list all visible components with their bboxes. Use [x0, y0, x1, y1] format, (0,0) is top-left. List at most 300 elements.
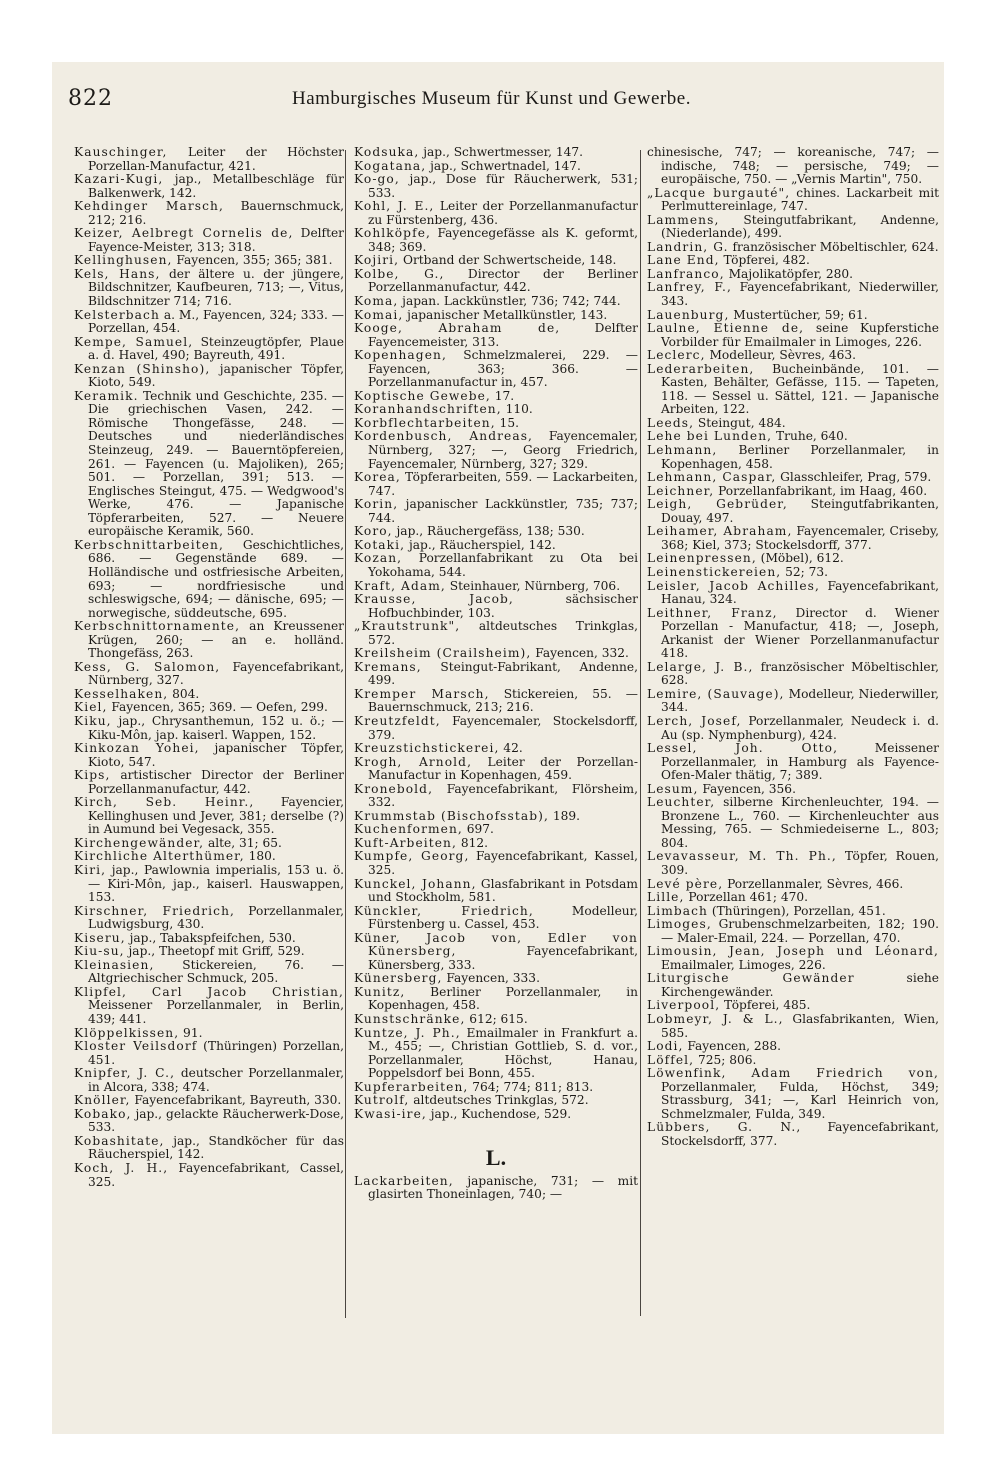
index-entry — [647, 607, 939, 661]
book-page — [52, 62, 944, 1434]
index-entry — [354, 1108, 638, 1122]
entry-headword: Koro, — [354, 524, 393, 539]
index-entry — [354, 932, 638, 973]
entry-headword: Leihamer, Abraham, — [647, 524, 793, 539]
entry-references: Fayencefabrikant, Bayreuth, 330. — [130, 1093, 342, 1108]
index-entry — [354, 878, 638, 905]
index-entry — [354, 593, 638, 620]
entry-headword: Kirschner, Friedrich, — [74, 903, 236, 918]
entry-references: Porzellanmaler, Ludwigsburg, 430. — [88, 903, 344, 932]
index-entry — [354, 160, 638, 174]
index-entry — [354, 756, 638, 783]
entry-references: Leiter der Höchster Porzellan-Manufactur, 421. — [88, 145, 344, 173]
entry-headword: Korea, — [354, 470, 401, 485]
index-entry — [74, 309, 344, 336]
entry-references: deutscher Porzellanmaler, in Alcora, 338; 474. — [88, 1066, 344, 1094]
column-rule-left — [345, 150, 346, 1318]
index-entry — [354, 823, 638, 837]
index-entry — [647, 1121, 939, 1148]
entry-headword: „Lacque burgauté", — [647, 185, 791, 200]
entry-headword: Kazari-Kugi, — [74, 172, 164, 187]
index-entry — [354, 525, 638, 539]
entry-references: Berliner Porzellanmaler, in Kopenhagen, 458. — [661, 443, 939, 471]
entry-references: Porzellanmaler, Fulda, Höchst, 349; Strassburg, 341; —, Karl Heinrich von, Schmelzmaler, Fulda, 349. — [661, 1079, 939, 1121]
entry-headword: Kronebold, — [354, 781, 434, 796]
entry-headword: Klipfel, Carl Jacob Christian, — [74, 984, 344, 999]
entry-references: Töpfer, Rouen, 309. — [661, 849, 939, 877]
entry-headword: Koranhandschriften, — [354, 402, 502, 417]
entry-references: sächsischer Hofbuchbinder, 103. — [368, 592, 638, 620]
entry-headword: Knipfer, J. C., — [74, 1066, 176, 1081]
entry-references: Töpferarbeiten, 559. — Lackarbeiten, 747. — [368, 470, 638, 498]
entry-headword: Kraft, Adam, — [354, 578, 446, 593]
entry-references: Mustertücher, 59; 61. — [729, 307, 868, 322]
index-entry — [647, 783, 939, 797]
entry-headword: Lane End, — [647, 253, 720, 268]
entry-references: jap., Chrysanthemun, 152 u. ö.; — Kiku-Môn, jap. kaiserl. Wappen, 152. — [88, 713, 344, 742]
index-entry — [647, 972, 939, 999]
entry-references: 91. — [179, 1025, 203, 1040]
index-entry — [74, 769, 344, 796]
index-entry — [354, 552, 638, 579]
entry-references: Delfter Fayencemeister, 313. — [368, 321, 638, 349]
entry-references: Fayencen, 355; 365; 381. — [172, 253, 333, 268]
entry-references: Leiter der Porzellanmanufactur zu Fürstenberg, 436. — [368, 199, 638, 227]
entry-references: Fayencefabrikant, Cassel, 325. — [88, 1161, 344, 1189]
entry-headword: Kels, Hans, — [74, 266, 161, 281]
entry-headword: Krogh, Arnold, — [354, 754, 473, 769]
entry-references: jap., Theetopf mit Griff, 529. — [124, 944, 305, 959]
entry-headword: Kolbe, G., — [354, 266, 445, 281]
entry-references: Fayencen, 288. — [683, 1039, 782, 1054]
entry-references: Fayencefabrikant, Stockelsdorff, 377. — [661, 1120, 939, 1148]
entry-headword: Löffel, — [647, 1052, 695, 1067]
entry-headword: Lesum, — [647, 781, 699, 796]
entry-headword: Kozan, — [354, 551, 403, 566]
entry-headword: Kotaki, — [354, 537, 406, 552]
entry-headword: Limoges, — [647, 917, 712, 932]
entry-headword: Liturgische Gewänder — [647, 971, 855, 986]
entry-references: an Kreussener Krügen, 260; — an e. holländ. Thongefäss, 263. — [88, 619, 344, 661]
entry-references: japanischer Töpfer, Kioto, 549. — [88, 361, 344, 390]
entry-headword: Kelsterbach — [74, 307, 160, 322]
index-entry — [647, 363, 939, 417]
entry-headword: Leisler, Jacob Achilles, — [647, 578, 821, 593]
entry-headword: Leithner, Franz, — [647, 605, 778, 620]
entry-headword: Kesselhaken, — [74, 686, 169, 701]
entry-references: 189. — [548, 808, 580, 823]
index-entry — [647, 309, 939, 323]
entry-headword: Kooge, Abraham de, — [354, 321, 561, 336]
index-entry — [354, 268, 638, 295]
index-entry — [354, 837, 638, 851]
entry-headword: Koptische Gewebe, — [354, 388, 491, 403]
entry-headword: Korbflechtarbeiten, — [354, 415, 496, 430]
entry-references: Delfter Fayence-Meister, 313; 318. — [88, 226, 345, 254]
index-entry — [74, 336, 344, 363]
index-entry — [74, 742, 344, 769]
index-entry — [647, 1067, 939, 1121]
index-entry — [74, 1094, 344, 1108]
entry-headword: Löwenfink, Adam Friedrich von, — [647, 1066, 939, 1081]
entry-references: Director d. Wiener Porzellan - Manufactur, 418; —, Joseph, Arkanist der Wiener Porzellanmanufactur 418. — [661, 605, 939, 661]
entry-headword: Kobako, — [74, 1106, 132, 1121]
letter-heading: L. — [485, 1145, 507, 1171]
entry-headword: Kirchengewänder, — [74, 835, 205, 850]
entry-references: jap., Tabakspfeifchen, 530. — [125, 930, 296, 945]
index-entry — [354, 647, 638, 661]
index-entry — [354, 430, 638, 471]
index-entry — [354, 322, 638, 349]
entry-references: Porzellanmaler, Sèvres, 466. — [723, 876, 904, 891]
entry-headword: Kumpfe, Georg, — [354, 849, 470, 864]
index-entry — [647, 471, 939, 485]
entry-references: 804. — [168, 686, 200, 701]
entry-headword: Lammens, — [647, 212, 720, 227]
entry-headword: Leinenstickereien, — [647, 564, 782, 579]
entry-headword: Kopenhagen, — [354, 348, 447, 363]
entry-references: Fayencegefässe als K. geformt, 348; 369. — [368, 226, 638, 254]
entry-references: chines. Lackarbeit mit Perlmuttereinlage, 747. — [661, 185, 939, 214]
entry-headword: Komai, — [354, 307, 404, 322]
index-entry — [647, 254, 939, 268]
index-entry — [354, 742, 638, 756]
entry-headword: Kreuzstichstickerei, — [354, 741, 500, 756]
entry-headword: Kiri, — [74, 862, 107, 877]
index-entry — [647, 268, 939, 282]
index-entry — [647, 742, 939, 783]
entry-headword: Kips, — [74, 768, 111, 783]
entry-references: Töpferei, 485. — [720, 998, 811, 1013]
entry-headword: Kojiri, — [354, 253, 400, 268]
entry-references: Modelleur, Sèvres, 463. — [705, 348, 856, 363]
entry-headword: Ko-go, — [354, 172, 400, 187]
entry-references: Emailmaler in Frankfurt a. M., 455; —, Christian Gottlieb, S. d. vor., Porzellanmaler, Höchst, Hanau, Poppelsdorf bei Bonn, 455. — [368, 1025, 638, 1081]
entry-headword: Kiku, — [74, 713, 112, 728]
entry-references: 812. — [457, 835, 489, 850]
entry-references: japanischer Lackkünstler, 735; 737; 744. — [368, 497, 638, 525]
entry-references: Fayencefabrikant, Hanau, 324. — [661, 578, 939, 607]
index-entry — [354, 295, 638, 309]
index-entry — [74, 1162, 344, 1189]
entry-headword: Leigh, Gebrüder, — [647, 497, 788, 512]
entry-headword: Keizer, Aelbregt Cornelis de, — [74, 226, 294, 241]
index-entry — [74, 905, 344, 932]
index-entry — [74, 959, 344, 986]
index-entry — [74, 715, 344, 742]
index-entry — [647, 417, 939, 431]
entry-references: Emailmaler, Limoges, 226. — [661, 957, 826, 972]
entry-references: Fayencemaler, Criseby, 368; Kiel, 373; Stockelsdorff, 377. — [661, 524, 939, 552]
index-entry — [354, 1013, 638, 1027]
entry-references: Porzellanfabrikant zu Ota bei Yokohama, 544. — [368, 551, 638, 579]
entry-headword: Kordenbusch, Andreas, — [354, 429, 534, 444]
entry-headword: Kerbschnittornamente, — [74, 619, 241, 634]
index-entry — [647, 322, 939, 349]
index-entry — [74, 363, 344, 390]
index-entry — [647, 1054, 939, 1068]
entry-references: japanische, 731; — mit glasirten Thoneinlagen, 740; — — [368, 1173, 638, 1202]
entry-references: Steinzeugtöpfer, Plaue a. d. Havel, 490; Bayreuth, 491. — [88, 334, 344, 363]
entry-headword: Kohl, J. E., — [354, 199, 435, 214]
index-entry — [74, 200, 344, 227]
index-entry — [647, 878, 939, 892]
entry-headword: Leuchter, — [647, 795, 716, 810]
index-entry — [354, 1081, 638, 1095]
index-entry — [647, 349, 939, 363]
entry-headword: Levé père, — [647, 876, 724, 891]
entry-headword: Küner, Jacob von, Edler von Künersberg, — [354, 930, 638, 959]
entry-headword: Kunckel, Johann, — [354, 876, 477, 891]
index-entry — [354, 715, 638, 742]
entry-references: jap., Schwertnadel, 147. — [426, 158, 581, 173]
index-entry — [354, 498, 638, 525]
entry-references: Modelleur, Niederwiller, 344. — [661, 686, 939, 715]
entry-headword: Lehmann, Caspar, — [647, 470, 777, 485]
entry-headword: Lodi, — [647, 1039, 684, 1054]
entry-headword: Koma, — [354, 294, 399, 309]
entry-references: 42. — [499, 741, 523, 756]
index-entry — [354, 972, 638, 986]
index-entry — [647, 281, 939, 308]
entry-references: Steingutfabrikanten, Douay, 497. — [661, 497, 939, 525]
entry-references: 110. — [501, 402, 533, 417]
entry-references: Leiter der Porzellan-Manufactur in Kopenhagen, 459. — [368, 754, 638, 783]
entry-references: Steingut-Fabrikant, Andenne, 499. — [368, 659, 638, 688]
index-entry — [647, 552, 939, 566]
entry-references: Fayencefabrikant, Niederwiller, 343. — [661, 280, 939, 309]
entry-references: 17. — [490, 388, 515, 403]
entry-references: jap., Kuchendose, 529. — [426, 1106, 572, 1121]
entry-references: jap., Räuchergefäss, 138; 530. — [392, 524, 585, 539]
entry-references: 725; 806. — [694, 1052, 757, 1067]
index-entry — [647, 688, 939, 715]
entry-headword: Kodsuka, — [354, 145, 420, 159]
index-entry — [647, 999, 939, 1013]
entry-references: 180. — [244, 849, 276, 864]
entry-references: Grubenschmelzarbeiten, 182; 190. — Maler-Email, 224. — Porzellan, 470. — [661, 917, 939, 945]
index-entry — [74, 661, 344, 688]
entry-references: Glasfabrikanten, Wien, 585. — [661, 1012, 940, 1040]
entry-references: Fayencen, 333. — [442, 971, 540, 986]
index-entry — [74, 688, 344, 702]
entry-references: 764; 774; 811; 813. — [468, 1079, 594, 1094]
entry-headword: Lehe bei Lunden, — [647, 429, 773, 444]
entry-headword: Kirchliche Alterthümer, — [74, 849, 245, 864]
entry-headword: Kuntze, J. Ph., — [354, 1025, 461, 1040]
entry-headword: Kess, G. Salomon, — [74, 659, 221, 674]
index-entry — [354, 349, 638, 390]
page-number: 822 — [68, 86, 113, 111]
index-entry — [74, 539, 344, 620]
entry-references: japan. Lackkünstler, 736; 742; 744. — [398, 294, 621, 309]
entry-references: a. M., Fayencen, 324; 333. — Porzellan, 454. — [88, 307, 344, 336]
entry-headword: Kiseru, — [74, 930, 126, 945]
index-entry — [647, 1040, 939, 1054]
entry-headword: Kremans, — [354, 659, 422, 674]
entry-headword: Lerch, Josef, — [647, 713, 742, 728]
entry-references: 52; 73. — [781, 564, 829, 579]
index-entry — [74, 932, 344, 946]
index-entry — [354, 1175, 638, 1202]
index-entry — [74, 945, 344, 959]
index-entry — [354, 810, 638, 824]
index-entry — [354, 620, 638, 647]
entry-headword: Kellinghusen, — [74, 253, 173, 268]
index-entry — [647, 661, 939, 688]
index-entry — [74, 701, 344, 715]
entry-headword: Kremper Marsch, — [354, 686, 490, 701]
index-entry — [354, 146, 638, 160]
entry-references: jap., Dose für Räucherwerk, 531; 533. — [368, 172, 638, 200]
entry-references: (Thüringen) Porzellan, 451. — [88, 1039, 345, 1067]
index-entry — [74, 1027, 344, 1041]
index-column-1 — [74, 146, 344, 1189]
entry-headword: Kutrolf, — [354, 1093, 410, 1108]
entry-headword: Limbach — [647, 903, 708, 918]
entry-references: Technik und Geschichte, 235. — Die griechischen Vasen, 242. — Römische Thongefässe, 248. — Deutsches und niederländisches Steinzeug, 249. — Bauerntöpfereien, 261. — Fayencen (u. Majoliken), 265; 501. — Porzellan, 391; 513. — Englisches Steingut, 475. — Wedgwood's Werke, 476. — Japanische Töpferarbeiten, 527. — Neuere europäische Keramik, 560. — [88, 388, 344, 539]
entry-headword: Krausse, Jacob, — [354, 592, 514, 607]
entry-headword: Kuft-Arbeiten, — [354, 835, 457, 850]
entry-headword: Lehmann, — [647, 443, 718, 458]
entry-headword: Landrin, G. — [647, 239, 729, 254]
entry-headword: Lobmeyr, J. & L., — [647, 1012, 784, 1026]
index-entry — [647, 1013, 939, 1040]
index-entry — [647, 796, 939, 850]
entry-headword: Kauschinger, — [74, 145, 168, 159]
entry-headword: Kreilsheim (Crailsheim), — [354, 646, 532, 661]
entry-headword: Künckler, Friedrich, — [354, 903, 534, 918]
column-rule-right — [640, 150, 641, 1316]
entry-headword: Lanfrey, F., — [647, 280, 733, 295]
entry-references: Porzellanfabrikant, im Haag, 460. — [714, 483, 928, 498]
index-entry — [647, 891, 939, 905]
entry-headword: Lübbers, G. N., — [647, 1120, 802, 1135]
index-entry — [647, 580, 939, 607]
entry-references: Steingut, 484. — [694, 415, 786, 430]
entry-references: (Thüringen), Porzellan, 451. — [708, 903, 886, 918]
entry-references: Fayencemaler, Stockelsdorff, 379. — [368, 713, 638, 742]
entry-headword: Kohlköpfe, — [354, 226, 431, 241]
entry-references: jap., Metallbeschläge für Balkenwerk, 142. — [88, 172, 344, 200]
entry-headword: Kirch, Seb. Heinr., — [74, 795, 255, 810]
entry-references: Fayencefabrikant, Künersberg, 333. — [368, 944, 638, 972]
entry-references: japanischer Metallkünstler, 143. — [403, 307, 608, 322]
index-entry — [74, 1108, 344, 1135]
entry-references: Stickereien, 55. — Bauernschmuck, 213; 216. — [368, 686, 638, 715]
index-entry — [647, 850, 939, 877]
entry-headword: Koch, J. H., — [74, 1161, 169, 1176]
entry-references: Modelleur, Fürstenberg u. Cassel, 453. — [368, 903, 638, 932]
index-entry — [74, 1067, 344, 1094]
entry-references: chinesische, 747; — koreanische, 747; — indische, 748; — persische, 749; — europäische, 750. — „Vernis Martin", 750. — [647, 145, 939, 187]
entry-references: Glasfabrikant in Potsdam und Stockholm, 581. — [368, 876, 638, 905]
entry-references: (Möbel), 612. — [756, 551, 844, 566]
entry-headword: Kunstschränke, — [354, 1012, 466, 1026]
entry-references: Glasschleifer, Prag, 579. — [776, 470, 932, 485]
entry-headword: Lelarge, J. B., — [647, 659, 754, 674]
entry-headword: „Krautstrunk", — [354, 619, 461, 634]
entry-references: französischer Möbeltischler, 628. — [661, 659, 939, 688]
index-entry — [354, 905, 638, 932]
entry-references: französischer Möbeltischler, 624. — [728, 239, 939, 254]
entry-headword: Kupferarbeiten, — [354, 1079, 469, 1094]
entry-headword: Keramik. — [74, 388, 139, 403]
entry-references: Steingutfabrikant, Andenne, (Niederlande), 499. — [661, 212, 939, 241]
entry-references: jap., Schwertmesser, 147. — [419, 145, 583, 159]
entry-references: Schmelzmalerei, 229. — Fayencen, 363; 366. — Porzellanmanufactur in, 457. — [368, 348, 638, 390]
entry-headword: Lackarbeiten, — [354, 1173, 454, 1188]
index-entry — [647, 187, 939, 214]
running-title: Hamburgisches Museum für Kunst und Gewerbe. — [292, 88, 691, 109]
entry-headword: Kempe, Samuel, — [74, 334, 194, 349]
entry-headword: Kogatana, — [354, 158, 427, 173]
entry-headword: Liverpool, — [647, 998, 721, 1013]
entry-headword: Knöller, — [74, 1093, 131, 1108]
index-entry — [354, 783, 638, 810]
entry-headword: Lessel, Joh. Otto, — [647, 741, 839, 756]
index-entry — [354, 539, 638, 553]
index-entry — [354, 200, 638, 227]
entry-references: Fayencier, Kellinghusen und Jever, 381; derselbe (?) in Aumund bei Vegesack, 355. — [88, 795, 345, 837]
entry-headword: Lederarbeiten, — [647, 361, 755, 376]
entry-headword: Lauenburg, — [647, 307, 730, 322]
index-entry — [74, 146, 344, 173]
index-entry — [74, 837, 344, 851]
entry-references: jap., Standköcher für das Räucherspiel, 142. — [88, 1133, 344, 1162]
index-entry — [74, 1135, 344, 1162]
index-entry — [74, 227, 344, 254]
entry-headword: Kerbschnittarbeiten, — [74, 537, 224, 552]
page-header — [52, 86, 944, 126]
entry-references: jap., gelackte Räucherwerk-Dose, 533. — [88, 1106, 344, 1135]
index-entry — [74, 864, 344, 905]
entry-references: Porzellan 461; 470. — [684, 890, 809, 905]
entry-headword: Klöppelkissen, — [74, 1025, 180, 1040]
entry-references: Ortband der Schwertscheide, 148. — [399, 253, 617, 268]
entry-references: Fayencen, 365; 369. — Oefen, 299. — [107, 700, 328, 715]
entry-references: artistischer Director der Berliner Porzellanmanufactur, 442. — [88, 768, 344, 796]
entry-references: 697. — [462, 822, 494, 837]
entry-headword: Kehdinger Marsch, — [74, 199, 224, 214]
index-entry — [354, 403, 638, 417]
entry-references: der ältere u. der jüngere, Bildschnitzer, Kaufbeuren, 713; —, Vitus, Bildschnitzer 714; 716. — [88, 266, 344, 309]
entry-headword: Kreutzfeldt, — [354, 713, 441, 728]
index-entry — [74, 1040, 344, 1067]
entry-references: Bauernschmuck, 212; 216. — [88, 199, 344, 227]
index-entry — [647, 945, 939, 972]
entry-references: Truhe, 640. — [772, 429, 848, 444]
entry-headword: Künersberg, — [354, 971, 443, 986]
entry-references: Fayencemaler, Nürnberg, 327; —, Georg Friedrich, Fayencemaler, Nürnberg, 327; 329. — [368, 429, 639, 471]
index-entry — [647, 146, 939, 187]
index-entry — [647, 715, 939, 742]
entry-references: silberne Kirchenleuchter, 194. — Bronzene L., 760. — Kirchenleuchter aus Messing, 765. — Schmiedeiserne L., 803; 804. — [661, 795, 939, 850]
entry-references: Majolikatöpfer, 280. — [724, 266, 854, 281]
entry-references: Meissener Porzellanmaler, in Hamburg als Fayence-Ofen-Maler thätig, 7; 389. — [661, 741, 939, 783]
entry-references: jap., Räucherspiel, 142. — [405, 537, 556, 552]
entry-references: japanischer Töpfer, Kioto, 547. — [88, 741, 344, 769]
index-entry — [354, 254, 638, 268]
entry-headword: Leichner, — [647, 483, 715, 498]
entry-headword: Kleinasien, — [74, 957, 155, 972]
index-entry — [354, 580, 638, 594]
entry-headword: Kuchenformen, — [354, 822, 463, 837]
index-entry — [647, 241, 939, 255]
entry-references: seine Kupferstiche Vorbilder für Emailmaler in Limoges, 226. — [661, 321, 939, 349]
index-entry — [354, 1094, 638, 1108]
entry-headword: Lille, — [647, 890, 685, 905]
